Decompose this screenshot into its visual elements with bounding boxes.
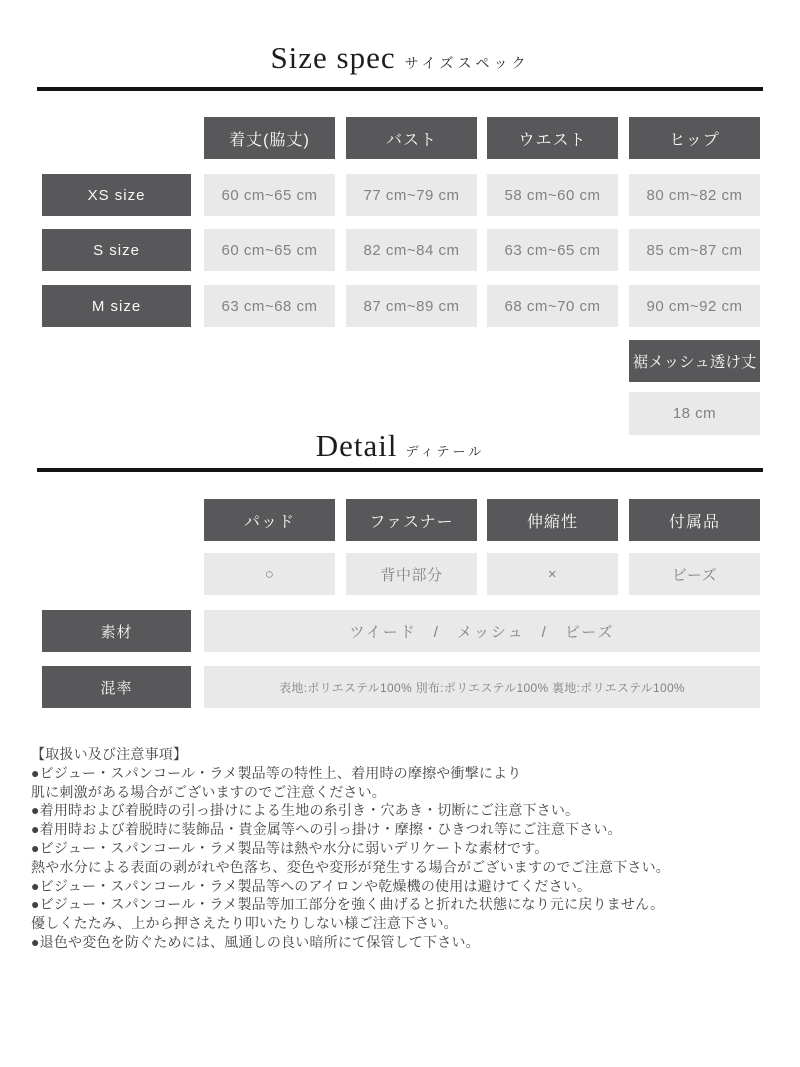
size-column-header-bust: バスト xyxy=(346,117,477,159)
care-note-line: ●ビジュー・スパンコール・ラメ製品等は熱や水分に弱いデリケートな素材です。 xyxy=(31,839,549,856)
detail-divider xyxy=(37,468,763,472)
size-cell-s-hip: 85 cm~87 cm xyxy=(629,229,760,271)
size-cell-m-hip: 90 cm~92 cm xyxy=(629,285,760,327)
detail-value-stretch: × xyxy=(487,553,618,595)
detail-column-header-stretch: 伸縮性 xyxy=(487,499,618,541)
blend-ratio-value: 表地:ポリエステル100% 別布:ポリエステル100% 裏地:ポリエステル100% xyxy=(204,666,760,708)
care-note-line: ●ビジュー・スパンコール・ラメ製品等へのアイロンや乾燥機の使用は避けてください。 xyxy=(31,877,592,894)
size-cell-s-waist: 63 cm~65 cm xyxy=(487,229,618,271)
care-notes-heading: 【取扱い及び注意事項】 xyxy=(31,746,188,762)
detail-column-header-fastener: ファスナー xyxy=(346,499,477,541)
care-note-line: ●ビジュー・スパンコール・ラメ製品等加工部分を強く曲げると折れた状態になり元に戻りません。 xyxy=(31,896,665,913)
size-cell-m-waist: 68 cm~70 cm xyxy=(487,285,618,327)
size-spec-divider xyxy=(37,87,763,91)
material-label: 素材 xyxy=(42,610,191,652)
detail-header xyxy=(0,428,800,464)
size-cell-s-bust: 82 cm~84 cm xyxy=(346,229,477,271)
detail-value-pad: ○ xyxy=(204,553,335,595)
size-cell-m-length: 63 cm~68 cm xyxy=(204,285,335,327)
size-spec-title: Size spec xyxy=(270,40,396,75)
size-column-header-length: 着丈(脇丈) xyxy=(204,117,335,159)
size-cell-xs-bust: 77 cm~79 cm xyxy=(346,174,477,216)
detail-column-header-accessory: 付属品 xyxy=(629,499,760,541)
size-spec-subtitle: サイズスペック xyxy=(404,55,530,71)
size-row-label-xs: XS size xyxy=(42,174,191,216)
size-row-label-m: M size xyxy=(42,285,191,327)
size-cell-m-bust: 87 cm~89 cm xyxy=(346,285,477,327)
hem-mesh-length-header: 裾メッシュ透け丈 xyxy=(629,340,760,382)
detail-title: Detail xyxy=(315,428,398,463)
size-spec-header xyxy=(0,40,800,76)
care-note-line: ●ビジュー・スパンコール・ラメ製品等の特性上、着用時の摩擦や衝撃により xyxy=(31,764,522,781)
care-note-line: ●退色や変色を防ぐためには、風通しの良い暗所にて保管して下さい。 xyxy=(31,933,480,950)
size-row-label-s: S size xyxy=(42,229,191,271)
size-cell-xs-hip: 80 cm~82 cm xyxy=(629,174,760,216)
size-column-header-waist: ウエスト xyxy=(487,117,618,159)
care-note-line: ●着用時および着脱時に装飾品・貴金属等への引っ掛け・摩擦・ひきつれ等にご注意下さい。 xyxy=(31,821,622,838)
care-note-line: 熱や水分による表面の剥がれや色落ち、変色や変形が発生する場合がございますのでご注意下さい。 xyxy=(31,858,670,875)
detail-column-header-pad: パッド xyxy=(204,499,335,541)
material-value: ツイード / メッシュ / ビーズ xyxy=(204,610,760,652)
hem-mesh-length-value: 18 cm xyxy=(629,392,760,435)
care-notes xyxy=(31,745,776,952)
size-column-header-hip: ヒップ xyxy=(629,117,760,159)
care-note-line: 肌に刺激がある場合がございますのでご注意ください。 xyxy=(31,783,386,800)
size-cell-xs-waist: 58 cm~60 cm xyxy=(487,174,618,216)
detail-value-fastener: 背中部分 xyxy=(346,553,477,595)
size-cell-xs-length: 60 cm~65 cm xyxy=(204,174,335,216)
care-note-line: 優しくたたみ、上から押さえたり叩いたりしない様ご注意下さい。 xyxy=(31,915,458,932)
detail-subtitle: ディテール xyxy=(405,444,485,459)
care-note-line: ●着用時および着脱時の引っ掛けによる生地の糸引き・穴あき・切断にご注意下さい。 xyxy=(31,802,580,819)
blend-ratio-label: 混率 xyxy=(42,666,191,708)
size-cell-s-length: 60 cm~65 cm xyxy=(204,229,335,271)
detail-value-accessory: ビーズ xyxy=(629,553,760,595)
